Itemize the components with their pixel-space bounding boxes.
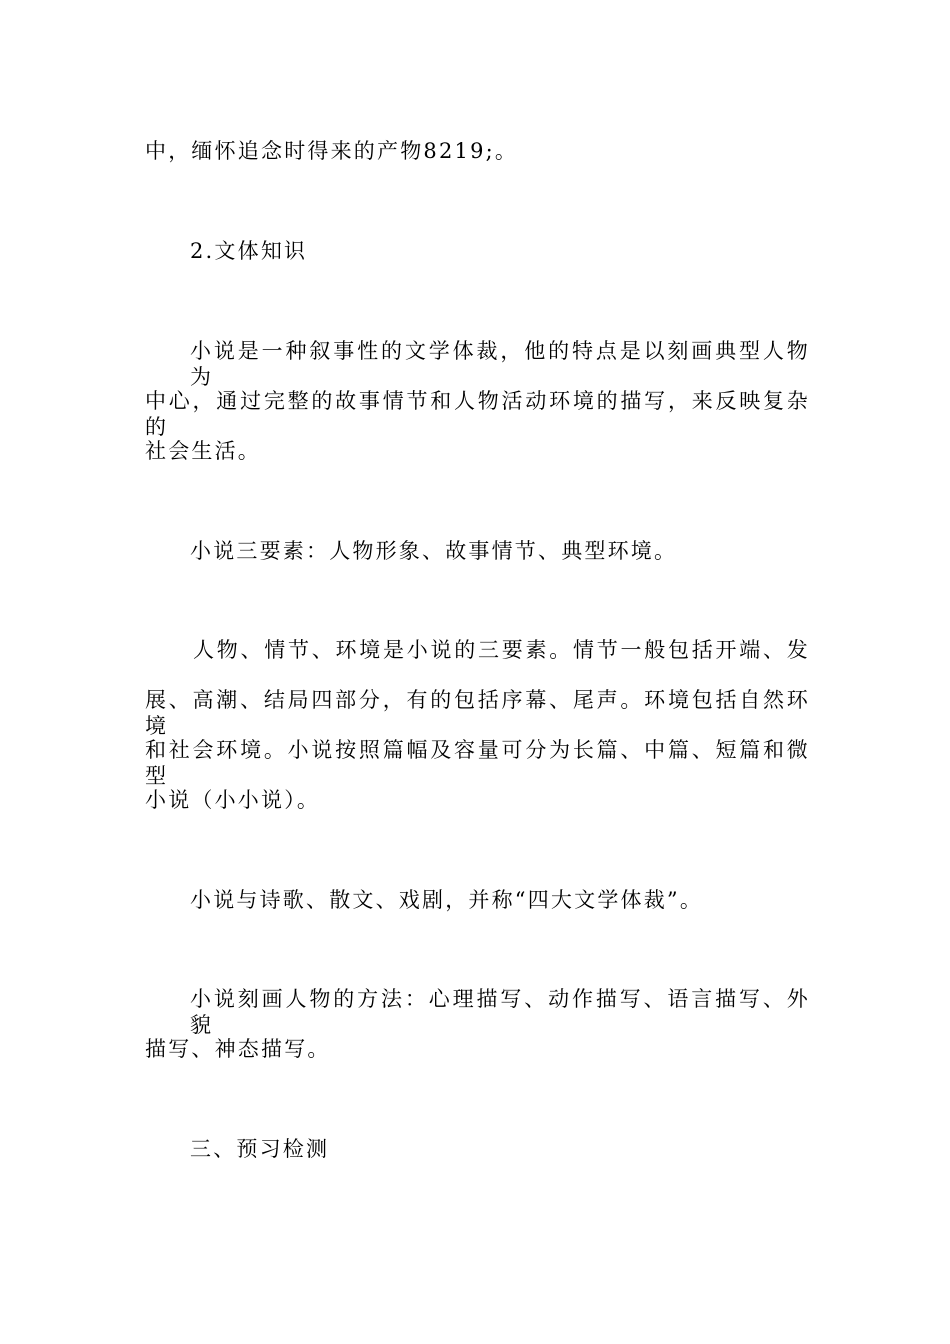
paragraph-elements-detail-line-2: 展、高潮、结局四部分，有的包括序幕、尾声。环境包括自然环境 — [145, 688, 810, 738]
paragraph-three-elements: 小说三要素：人物形象、故事情节、典型环境。 — [190, 539, 678, 563]
paragraph-elements-detail-line-1: 人物、情节、环境是小说的三要素。情节一般包括开端、发 — [193, 638, 810, 662]
paragraph-four-genres: 小说与诗歌、散文、戏剧，并称“四大文学体裁”。 — [190, 888, 704, 912]
paragraph-novel-definition-line-1: 小说是一种叙事性的文学体裁，他的特点是以刻画典型人物为 — [190, 339, 810, 389]
paragraph-characterization-line-1: 小说刻画人物的方法：心理描写、动作描写、语言描写、外貌 — [190, 987, 810, 1037]
section-heading-preview-test: 三、预习检测 — [190, 1137, 330, 1161]
paragraph-characterization-line-2: 描写、神态描写。 — [145, 1037, 331, 1061]
section-heading-genre-knowledge: 2.文体知识 — [190, 239, 308, 263]
paragraph-elements-detail-line-3: 和社会环境。小说按照篇幅及容量可分为长篇、中篇、短篇和微型 — [145, 738, 810, 788]
paragraph-novel-definition-line-3: 社会生活。 — [145, 439, 261, 463]
paragraph-elements-detail-line-4: 小说（小小说）。 — [145, 788, 321, 812]
paragraph-novel-definition-line-2: 中心，通过完整的故事情节和人物活动环境的描写，来反映复杂的 — [145, 389, 810, 439]
text-line-continuation: 中，缅怀追念时得来的产物8219;。 — [145, 139, 519, 163]
